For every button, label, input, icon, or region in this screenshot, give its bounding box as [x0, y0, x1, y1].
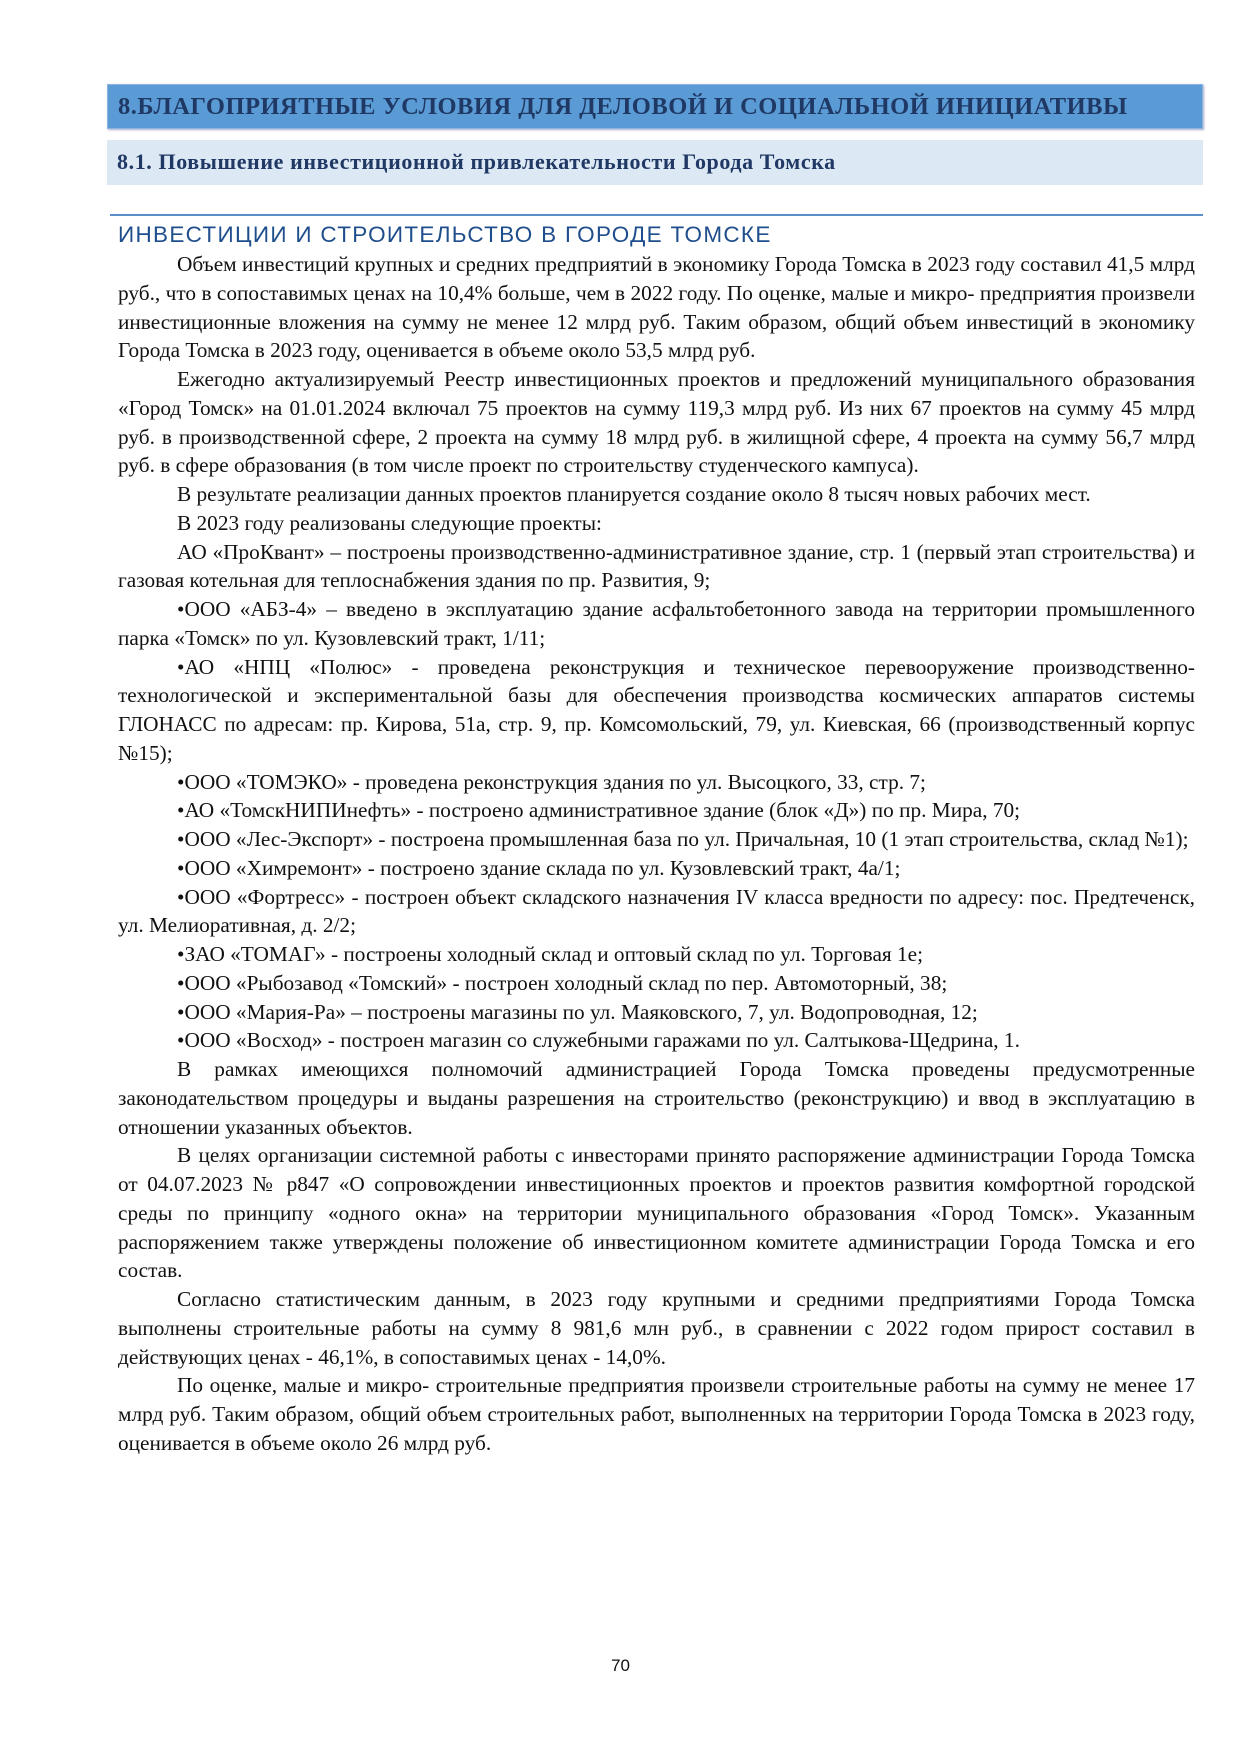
list-item: •ООО «Лес-Экспорт» - построена промышленная база по ул. Причальная, 10 (1 этап строительства, склад №1); [177, 827, 1189, 851]
paragraph: В рамках имеющихся полномочий администрацией Города Томска проведены предусмотренные законодательством процедуры и выданы разрешения на строительство (реконструкцию) и ввод в эксплуатацию в отношении указанных объектов. [118, 1057, 1195, 1139]
paragraph: В 2023 году реализованы следующие проекты: [177, 510, 602, 535]
paragraph: АО «ПроКвант» – построены производственно-административное здание, стр. 1 (первый этап строительства) и газовая котельная для теплоснабжения здания по пр. Развития, 9; [118, 539, 1195, 593]
paragraph: Объем инвестиций крупных и средних предприятий в экономику Города Томска в 2023 году составил 41,5 млрд руб., что в сопоставимых ценах на 10,4% больше, чем в 2022 году. По оценке, малые и микро- предприятия произвели инвестиционные вложения на сумму не менее 12 млрд руб. Таким образом, общий объем инвестиций в экономику Города Томска в 2023 году, оценивается в объеме около 53,5 млрд руб. [118, 252, 1195, 363]
topic-heading: ИНВЕСТИЦИИ И СТРОИТЕЛЬСТВО В ГОРОДЕ ТОМСКЕ [118, 222, 772, 247]
paragraph: По оценке, малые и микро- строительные предприятия произвели строительные работы на сумму не менее 17 млрд руб. Таким образом, общий объем строительных работ, выполненных на территории Города Томска в 2023 году, оценивается в объеме около 26 млрд руб. [118, 1373, 1195, 1455]
paragraph: В целях организации системной работы с инвесторами принято распоряжение администрации Города Томска от 04.07.2023 № р847 «О сопровождении инвестиционных проектов и проектов развития комфортной городской среды по принципу «одного окна» на территории муниципального образования «Город Томск». Указанным распоряжением также утверждены положение об инвестиционном комитете администрации Города Томска и его состав. [118, 1143, 1195, 1283]
paragraph: В результате реализации данных проектов планируется создание около 8 тысяч новых рабочих мест. [177, 482, 1091, 506]
section-title: 8.БЛАГОПРИЯТНЫЕ УСЛОВИЯ ДЛЯ ДЕЛОВОЙ И СОЦИАЛЬНОЙ ИНИЦИАТИВЫ [107, 84, 1203, 129]
list-item: •АО «ТомскНИПИнефть» - построено административное здание (блок «Д») по пр. Мира, 70; [177, 798, 1021, 823]
paragraph: Ежегодно актуализируемый Реестр инвестиционных проектов и предложений муниципального образования «Город Томск» на 01.01.2024 включал 75 проектов на сумму 119,3 млрд руб. Из них 67 проектов на сумму 45 млрд руб. в производственной сфере, 2 проекта на сумму 18 млрд руб. в жилищной сфере, 4 проекта на сумму 56,7 млрд руб. в сфере образования (в том числе проект по строительству студенческого кампуса). [118, 367, 1195, 478]
list-item: •ООО «Химремонт» - построено здание склада по ул. Кузовлевский тракт, 4а/1; [177, 855, 901, 880]
list-item: •ООО «АБЗ-4» – введено в эксплуатацию здание асфальтобетонного завода на территории промышленного парка «Томск» по ул. Кузовлевский тракт, 1/11; [118, 597, 1195, 650]
list-item: •ООО «Мария-Ра» – построены магазины по ул. Маяковского, 7, ул. Водопроводная, 12; [177, 999, 978, 1024]
list-item: •ЗАО «ТОМАГ» - построены холодный склад и оптовый склад по ул. Торговая 1е; [177, 942, 924, 966]
paragraph: Согласно статистическим данным, в 2023 году крупными и средними предприятиями Города Томска выполнены строительные работы на сумму 8 981,6 млн руб., в сравнении с 2022 годом прирост составил в действующих ценах - 46,1%, в сопоставимых ценах - 14,0%. [118, 1287, 1195, 1369]
list-item: •ООО «Фортресс» - построен объект складского назначения IV класса вредности по адресу: пос. Предтеченск, ул. Мелиоративная, д. 2/2; [118, 884, 1195, 938]
list-item: •ООО «Рыбозавод «Томский» - построен холодный склад по пер. Автомоторный, 38; [177, 970, 948, 995]
body-text [118, 250, 1195, 1458]
heading-divider [110, 214, 1203, 216]
list-item: •ООО «Восход» - построен магазин со служебными гаражами по ул. Салтыкова-Щедрина, 1. [177, 1028, 1020, 1053]
page-number: 70 [611, 1656, 630, 1675]
subsection-title: 8.1. Повышение инвестиционной привлекательности Города Томска [107, 140, 1203, 185]
list-item: •ООО «ТОМЭКО» - проведена реконструкция здания по ул. Высоцкого, 33, стр. 7; [177, 769, 926, 794]
list-item: •АО «НПЦ «Полюс» - проведена реконструкция и техническое перевооружение производственно-технологической и экспериментальной базы для обеспечения производства космических аппаратов системы ГЛОНАСС по адресам: пр. Кирова, 51а, стр. 9, пр. Комсомольский, 79, ул. Киевская, 66 (производственный корпус №15); [118, 654, 1195, 765]
